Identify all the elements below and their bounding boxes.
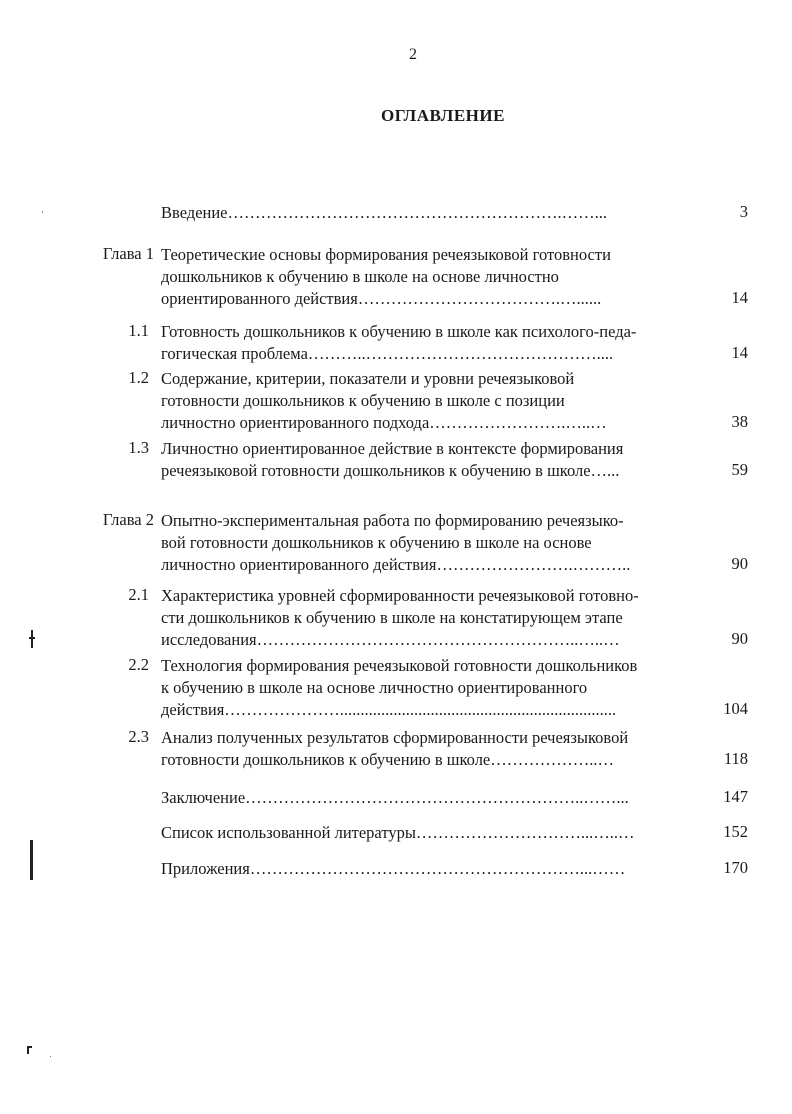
toc-entry-text: личностно ориентированного действия…………………….……….. — [161, 555, 631, 574]
toc-entry-text: личностно ориентированного подхода…………………….…..… — [161, 413, 607, 432]
scan-artifact — [29, 637, 35, 639]
toc-entry-text: Список использованной литературы…………………………...…..… — [161, 823, 635, 842]
scan-artifact — [42, 211, 43, 213]
toc-entry-label: Глава 1 — [102, 244, 154, 263]
toc-entry-page: 170 — [723, 858, 748, 877]
toc-entry-text: Содержание, критерии, показатели и уровни речеязыковой — [161, 369, 575, 388]
toc-entry-page: 59 — [731, 460, 748, 479]
page-number: 2 — [409, 46, 417, 63]
toc-entry-page: 118 — [723, 749, 748, 768]
scan-artifact — [30, 840, 33, 880]
toc-entry-label: 2.2 — [128, 655, 149, 674]
toc-entry-text: сти дошкольников к обучению в школе на констатирующем этапе — [161, 608, 623, 627]
toc-entry-page: 152 — [723, 822, 748, 841]
toc-entry-label: 2.3 — [128, 727, 149, 746]
toc-entry-page: 90 — [731, 629, 748, 648]
page-title: ОГЛАВЛЕНИЕ — [381, 106, 505, 125]
toc-entry-page: 104 — [723, 699, 748, 718]
scan-artifact — [50, 1056, 51, 1057]
toc-entry-text: дошкольников к обучению в школе на основе личностно — [161, 267, 559, 286]
toc-entry-label: 1.1 — [128, 321, 149, 340]
toc-entry-text: Введение…………………………………………………….……... — [161, 203, 608, 222]
toc-entry-text: готовности дошкольников к обучению в школе………………..… — [161, 750, 615, 769]
toc-entry-text: Технология формирования речеязыковой готовности дошкольников — [161, 656, 638, 675]
toc-entry-page: 147 — [723, 787, 748, 806]
toc-entry-page: 90 — [731, 554, 748, 573]
toc-entry-page: 14 — [731, 288, 748, 307]
toc-entry-text: речеязыковой готовности дошкольников к обучению в школе…... — [161, 461, 620, 480]
toc-entry-label: 1.2 — [128, 368, 149, 387]
toc-entry-label: Глава 2 — [102, 510, 154, 529]
toc-entry-text: к обучению в школе на основе личностно ориентированного — [161, 678, 588, 697]
toc-entry-text: Приложения……………………………………………………...…… — [161, 859, 626, 878]
toc-entry-text: Теоретические основы формирования речеязыковой готовности — [161, 245, 611, 264]
toc-entry-text: гогическая проблема………..…………………………………….... — [161, 344, 614, 363]
toc-entry-label: 2.1 — [128, 585, 149, 604]
toc-entry-text: готовности дошкольников к обучению в школе с позиции — [161, 391, 565, 410]
toc-entry-text: исследования…………………………………………………..…..… — [161, 630, 620, 649]
scan-artifact — [31, 630, 33, 648]
toc-entry-label: 1.3 — [128, 438, 149, 457]
toc-entry-page: 14 — [731, 343, 748, 362]
toc-entry-text: вой готовности дошкольников к обучению в школе на основе — [161, 533, 592, 552]
toc-entry-page: 3 — [739, 202, 748, 221]
toc-entry-text: действия…………………................................................................... — [161, 700, 617, 719]
toc-entry-text: Опытно-экспериментальная работа по формированию речеязыко- — [161, 511, 624, 530]
toc-entry-text: Заключение……………………………………………………..……... — [161, 788, 629, 807]
toc-entry-text: Характеристика уровней сформированности речеязыковой готовно- — [161, 586, 639, 605]
scan-artifact — [27, 1046, 32, 1048]
toc-entry-text: Анализ полученных результатов сформированности речеязыковой — [161, 728, 629, 747]
toc-entry-page: 38 — [731, 412, 748, 431]
toc-entry-text: ориентированного действия……………………………….…...... — [161, 289, 602, 308]
toc-entry-text: Готовность дошкольников к обучению в школе как психолого-педа- — [161, 322, 637, 341]
toc-entry-text: Личностно ориентированное действие в контексте формирования — [161, 439, 624, 458]
